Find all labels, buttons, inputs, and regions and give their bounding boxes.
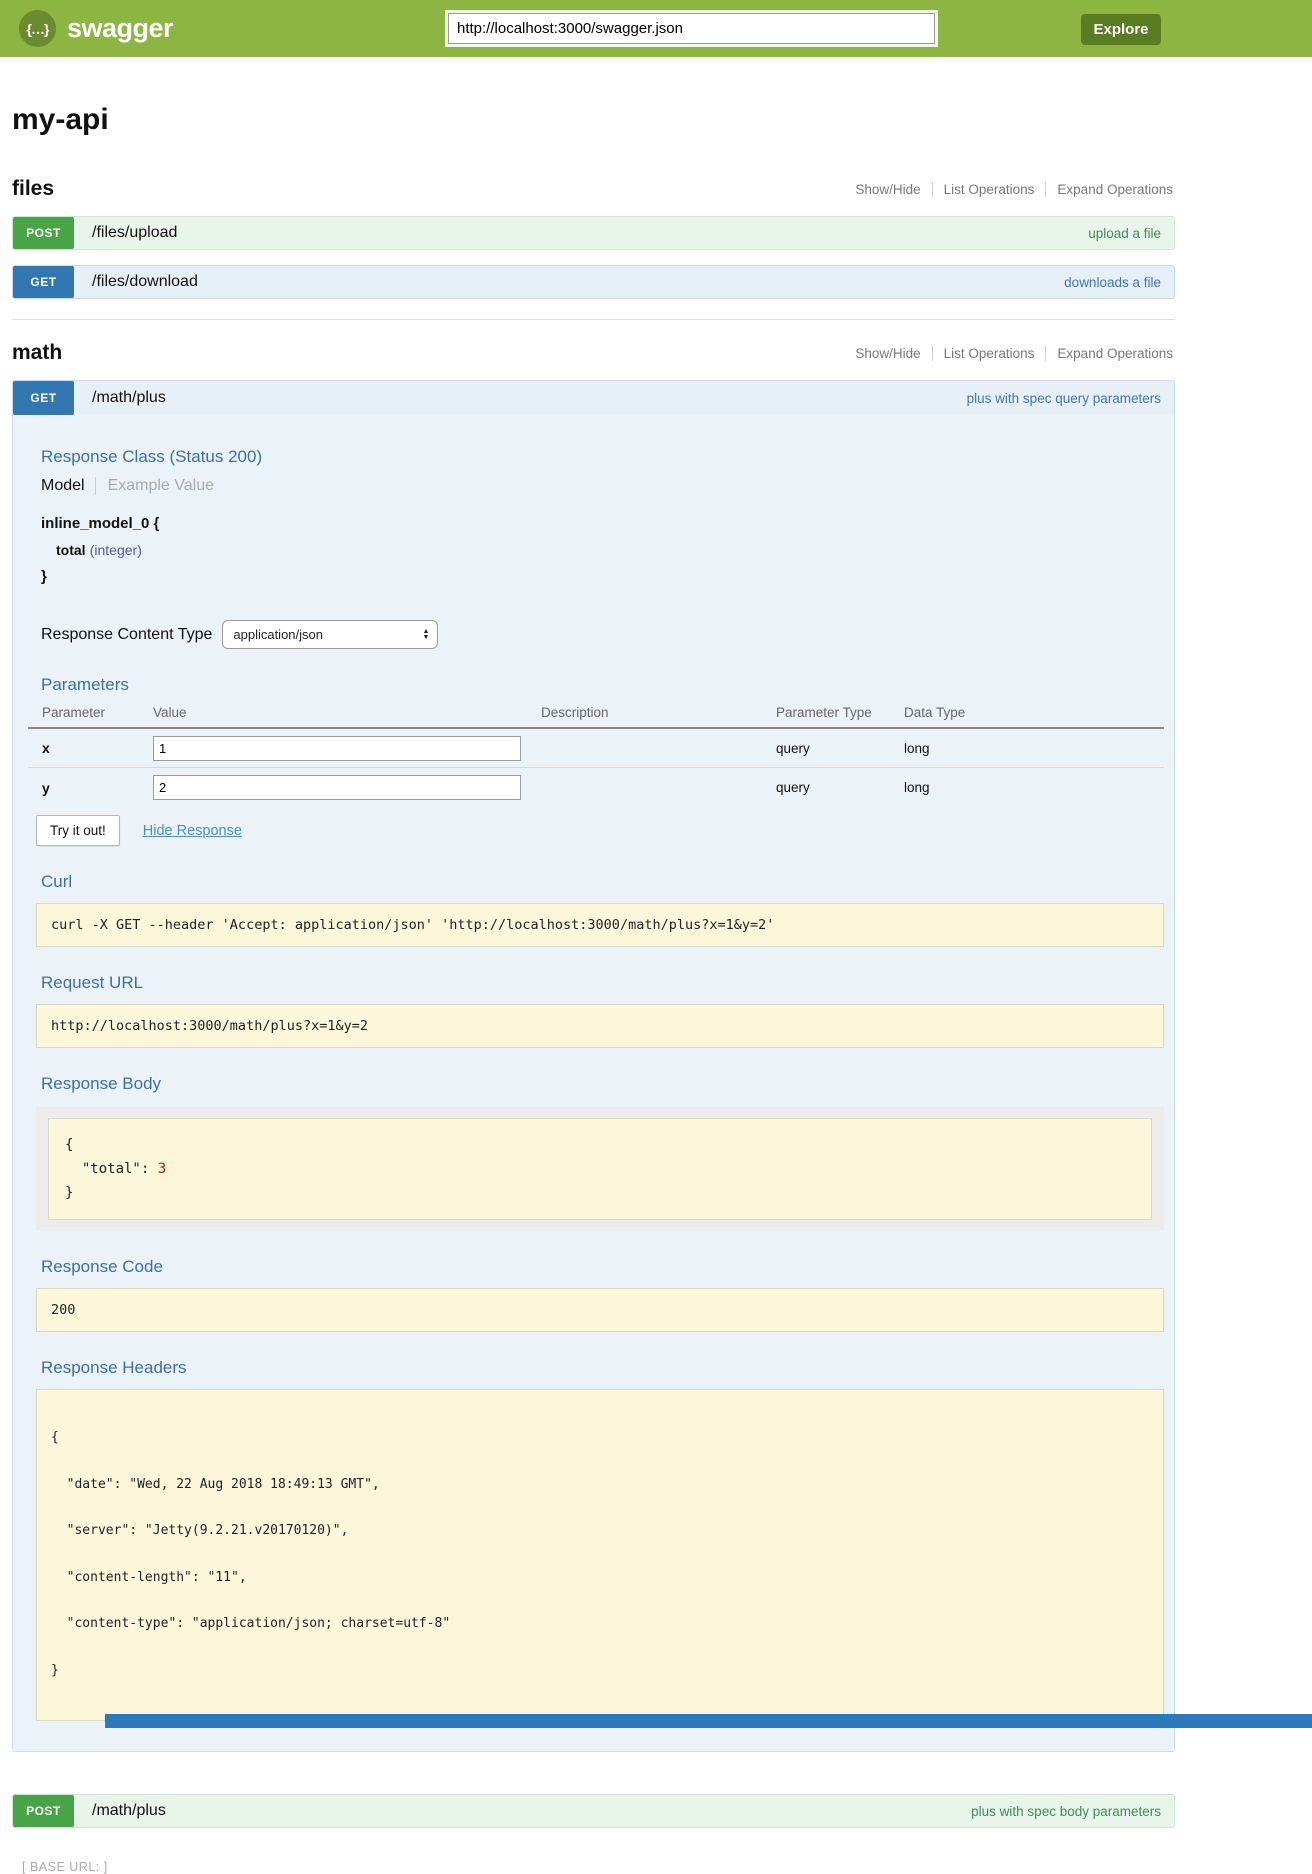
header-line: "server": "Jetty(9.2.21.v20170120)", — [51, 1523, 349, 1538]
parameters-table-header — [28, 705, 1164, 729]
request-url-box: http://localhost:3000/math/plus?x=1&y=2 — [36, 1004, 1164, 1048]
signature-tabs — [41, 477, 1164, 495]
header-line: } — [51, 1662, 59, 1678]
parameter-name: x — [42, 740, 50, 756]
header-line: "content-length": "11", — [51, 1569, 247, 1585]
base-url-footer: [ BASE URL: ] — [22, 1860, 108, 1874]
parameter-type: query — [776, 740, 810, 756]
operation-content — [13, 415, 1174, 1751]
resource-divider — [12, 319, 1175, 320]
list-operations-link[interactable]: List Operations — [932, 182, 1046, 197]
spec-url-input[interactable] — [448, 13, 935, 44]
response-body-wrapper — [36, 1107, 1164, 1231]
endpoint-path-math-plus-get[interactable]: /math/plus — [92, 389, 166, 406]
endpoint-row-math-plus-get[interactable] — [13, 381, 1174, 415]
math-resource-links — [844, 346, 1175, 361]
response-headers-box — [36, 1389, 1164, 1721]
tab-example-value[interactable]: Example Value — [95, 477, 224, 495]
model-signature — [41, 511, 1164, 590]
response-content-type-value: application/json — [233, 627, 323, 642]
endpoint-path-files-upload[interactable]: /files/upload — [92, 224, 178, 241]
endpoint-summary-math-plus-post[interactable]: plus with spec body parameters — [971, 1803, 1161, 1819]
swagger-brand[interactable] — [19, 10, 173, 47]
page-title: my-api — [12, 103, 109, 136]
get-method-badge: GET — [13, 381, 74, 415]
curl-command-box: curl -X GET --header 'Accept: application/json' 'http://localhost:3000/math/plus?x=1&y=2' — [36, 903, 1164, 947]
model-open: inline_model_0 { — [41, 515, 160, 532]
try-it-out-button[interactable]: Try it out! — [36, 815, 120, 846]
response-body-box — [48, 1118, 1152, 1220]
header-line: "date": "Wed, 22 Aug 2018 18:49:13 GMT", — [51, 1476, 380, 1492]
header-line: "content-type": "application/json; charset=utf-8" — [51, 1616, 451, 1631]
col-data-type: Data Type — [904, 705, 966, 720]
col-parameter-type: Parameter Type — [776, 705, 872, 720]
response-headers-heading: Response Headers — [41, 1358, 187, 1377]
response-code-heading: Response Code — [41, 1257, 163, 1276]
parameter-row-y — [28, 768, 1164, 807]
tab-model[interactable]: Model — [41, 477, 85, 494]
expand-operations-link[interactable]: Expand Operations — [1045, 346, 1175, 361]
response-code-box: 200 — [36, 1288, 1164, 1332]
parameter-type: query — [776, 780, 810, 795]
json-open-brace: { — [65, 1137, 74, 1153]
response-class-heading: Response Class (Status 200) — [41, 447, 263, 466]
endpoint-row-files-download[interactable] — [12, 265, 1175, 299]
response-content-type-select[interactable] — [222, 620, 438, 649]
main-content — [12, 103, 1175, 1874]
get-method-badge: GET — [13, 266, 74, 298]
show-hide-link[interactable]: Show/Hide — [855, 181, 921, 197]
list-operations-link[interactable]: List Operations — [932, 346, 1046, 361]
model-prop-name: total — [56, 542, 86, 558]
brand-text: swagger — [67, 13, 174, 43]
response-content-type-label: Response Content Type — [41, 625, 213, 643]
parameter-y-input[interactable] — [153, 775, 521, 800]
parameter-data-type: long — [904, 780, 930, 795]
endpoint-path-files-download[interactable]: /files/download — [92, 273, 198, 290]
parameters-table — [28, 705, 1164, 807]
endpoint-summary-files-download[interactable]: downloads a file — [1064, 274, 1161, 290]
parameter-data-type: long — [904, 740, 930, 756]
col-description: Description — [541, 705, 609, 720]
resource-title-files: files — [12, 177, 55, 200]
post-method-badge: POST — [13, 217, 74, 249]
json-key: "total": — [65, 1161, 158, 1177]
parameter-name: y — [42, 779, 50, 796]
endpoint-summary-files-upload[interactable]: upload a file — [1088, 225, 1161, 241]
explore-button[interactable]: Explore — [1081, 14, 1161, 45]
expand-operations-link[interactable]: Expand Operations — [1045, 182, 1175, 197]
endpoint-summary-math-plus-get[interactable]: plus with spec query parameters — [966, 390, 1161, 406]
model-prop-type: (integer) — [89, 542, 142, 558]
endpoint-path-math-plus-post[interactable]: /math/plus — [92, 1802, 166, 1819]
resource-title-math: math — [12, 341, 63, 364]
parameter-x-input[interactable] — [153, 736, 521, 761]
curl-heading: Curl — [41, 872, 73, 891]
math-section — [12, 341, 1175, 1828]
post-method-badge: POST — [13, 1795, 74, 1827]
json-value: 3 — [157, 1161, 167, 1177]
top-header — [0, 0, 1312, 57]
endpoint-row-files-upload[interactable] — [12, 216, 1175, 250]
files-resource-links — [844, 182, 1175, 197]
swagger-logo-icon: {…} — [19, 10, 56, 47]
col-value: Value — [153, 705, 187, 720]
show-hide-link[interactable]: Show/Hide — [855, 345, 921, 361]
header-line: { — [51, 1430, 59, 1445]
files-section — [12, 177, 1175, 299]
select-arrows-icon: ▲ ▼ — [422, 627, 430, 641]
parameters-heading: Parameters — [41, 675, 129, 694]
model-close: } — [41, 568, 47, 585]
hide-response-link[interactable]: Hide Response — [142, 822, 242, 839]
operation-block-get-math-plus — [12, 380, 1175, 1752]
col-parameter: Parameter — [42, 705, 106, 720]
parameter-row-x — [28, 729, 1164, 768]
response-body-heading: Response Body — [41, 1074, 162, 1093]
bottom-bar — [105, 1714, 1312, 1728]
endpoint-row-math-plus-post[interactable] — [12, 1794, 1175, 1828]
json-close-brace: } — [65, 1185, 74, 1201]
request-url-heading: Request URL — [41, 973, 144, 992]
